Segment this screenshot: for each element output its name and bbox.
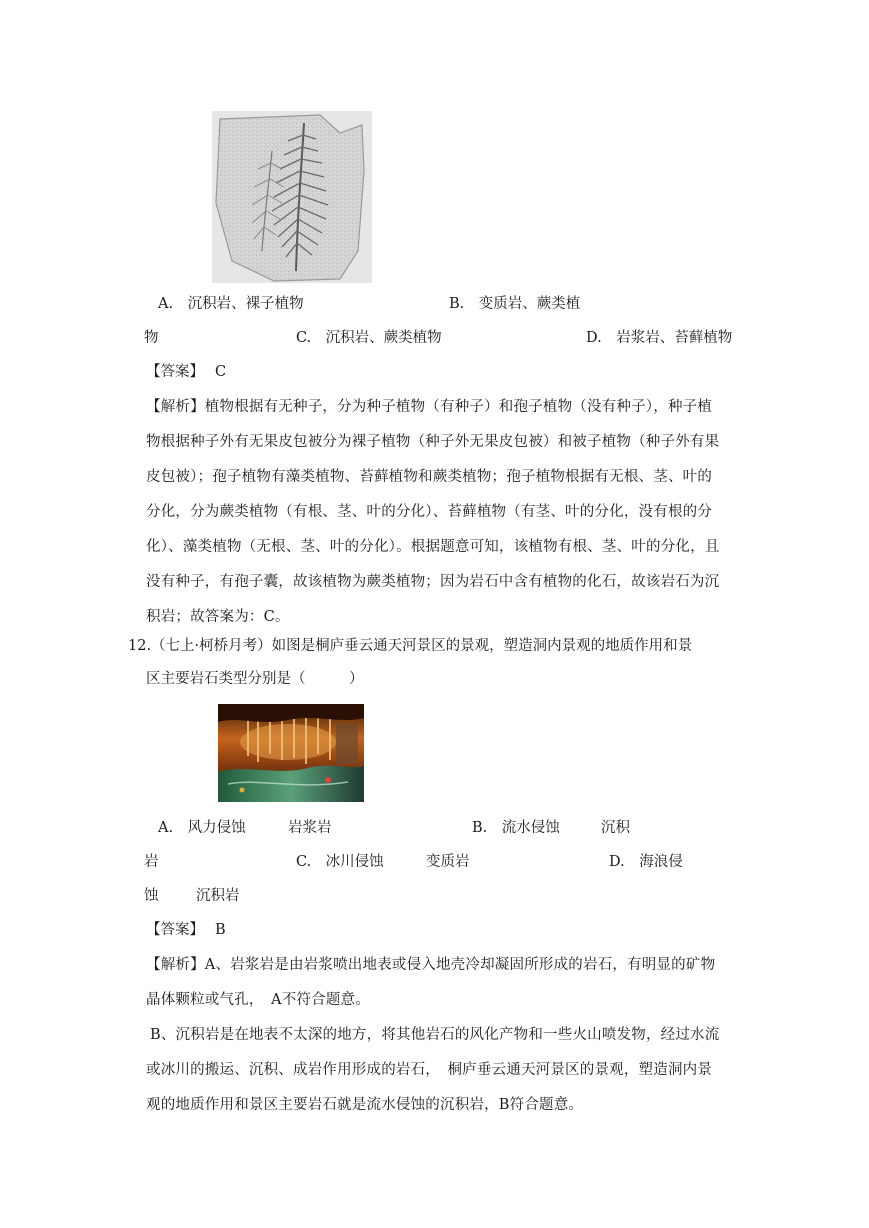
q12-option-b-rock: 沉积 [601, 820, 630, 836]
q11-option-d[interactable]: D. 岩浆岩、苔藓植物 [586, 330, 733, 346]
q12-option-a[interactable]: A. 风力侵蚀 [158, 820, 246, 836]
q12-analysis-line: 晶体颗粒或气孔， A不符合题意。 [146, 992, 370, 1008]
q12-analysis-line: 或冰川的搬运、沉积、成岩作用形成的岩石， 桐庐垂云通天河景区的景观，塑造洞内景 [146, 1062, 713, 1078]
q11-option-a[interactable]: A. 沉积岩、裸子植物 [158, 296, 304, 312]
q12-option-a-rock: 岩浆岩 [288, 820, 332, 836]
q11-analysis-line: 物根据种子外有无果皮包被分为裸子植物（种子外无果皮包被）和被子植物（种子外有果 [146, 434, 720, 450]
q12-option-c[interactable]: C. 冰川侵蚀 [296, 854, 384, 870]
q11-analysis-line: 没有种子，有孢子囊，故该植物为蕨类植物；因为岩石中含有植物的化石，故该岩石为沉 [146, 574, 720, 590]
q12-option-b-continued: 岩 [144, 854, 159, 870]
q12-analysis-line: B、沉积岩是在地表不太深的地方，将其他岩石的风化产物和一些火山喷发物，经过水流 [150, 1027, 720, 1043]
q11-analysis-line: 【解析】植物根据有无种子，分为种子植物（有种子）和孢子植物（没有种子），种子植 [146, 399, 713, 415]
q11-answer-label: 【答案】 [146, 364, 204, 380]
q11-option-c[interactable]: C. 沉积岩、蕨类植物 [296, 330, 442, 346]
q12-option-d-continued: 蚀 [144, 888, 159, 904]
q11-analysis-line: 分化，分为蕨类植物（有根、茎、叶的分化）、苔藓植物（有茎、叶的分化，没有根的分 [146, 504, 713, 520]
cave-scenery-image [218, 704, 364, 802]
q12-option-d-rock: 沉积岩 [196, 888, 240, 904]
fern-fossil-image [212, 111, 372, 283]
q12-option-c-rock: 变质岩 [426, 854, 470, 870]
q12-analysis-line: 观的地质作用和景区主要岩石就是流水侵蚀的沉积岩，B符合题意。 [146, 1097, 584, 1113]
q12-stem-line-2: 区主要岩石类型分别是（ ） [146, 671, 364, 687]
q12-option-b[interactable]: B. 流水侵蚀 [472, 820, 560, 836]
q11-option-b[interactable]: B. 变质岩、蕨类植 [449, 296, 581, 312]
q11-analysis-line: 化）、藻类植物（无根、茎、叶的分化）。根据题意可知，该植物有根、茎、叶的分化，且 [146, 539, 720, 555]
q12-stem-line-1: 12.（七上·柯桥月考）如图是桐庐垂云通天河景区的景观，塑造洞内景观的地质作用和景 [128, 638, 693, 654]
q11-answer-value: C [215, 364, 227, 380]
q12-answer-value: B [215, 922, 226, 938]
q11-analysis-line: 积岩；故答案为：C。 [146, 609, 290, 625]
q11-option-b-continued: 物 [144, 330, 159, 346]
q12-analysis-line: 【解析】A、岩浆岩是由岩浆喷出地表或侵入地壳冷却凝固所形成的岩石，有明显的矿物 [146, 957, 716, 973]
q12-option-d[interactable]: D. 海浪侵 [609, 854, 683, 870]
q12-answer-label: 【答案】 [146, 922, 204, 938]
q11-analysis [146, 390, 746, 635]
q12-analysis [146, 948, 746, 1123]
q11-analysis-line: 皮包被）；孢子植物有藻类植物、苔藓植物和蕨类植物；孢子植物根据有无根、茎、叶的 [146, 469, 713, 485]
